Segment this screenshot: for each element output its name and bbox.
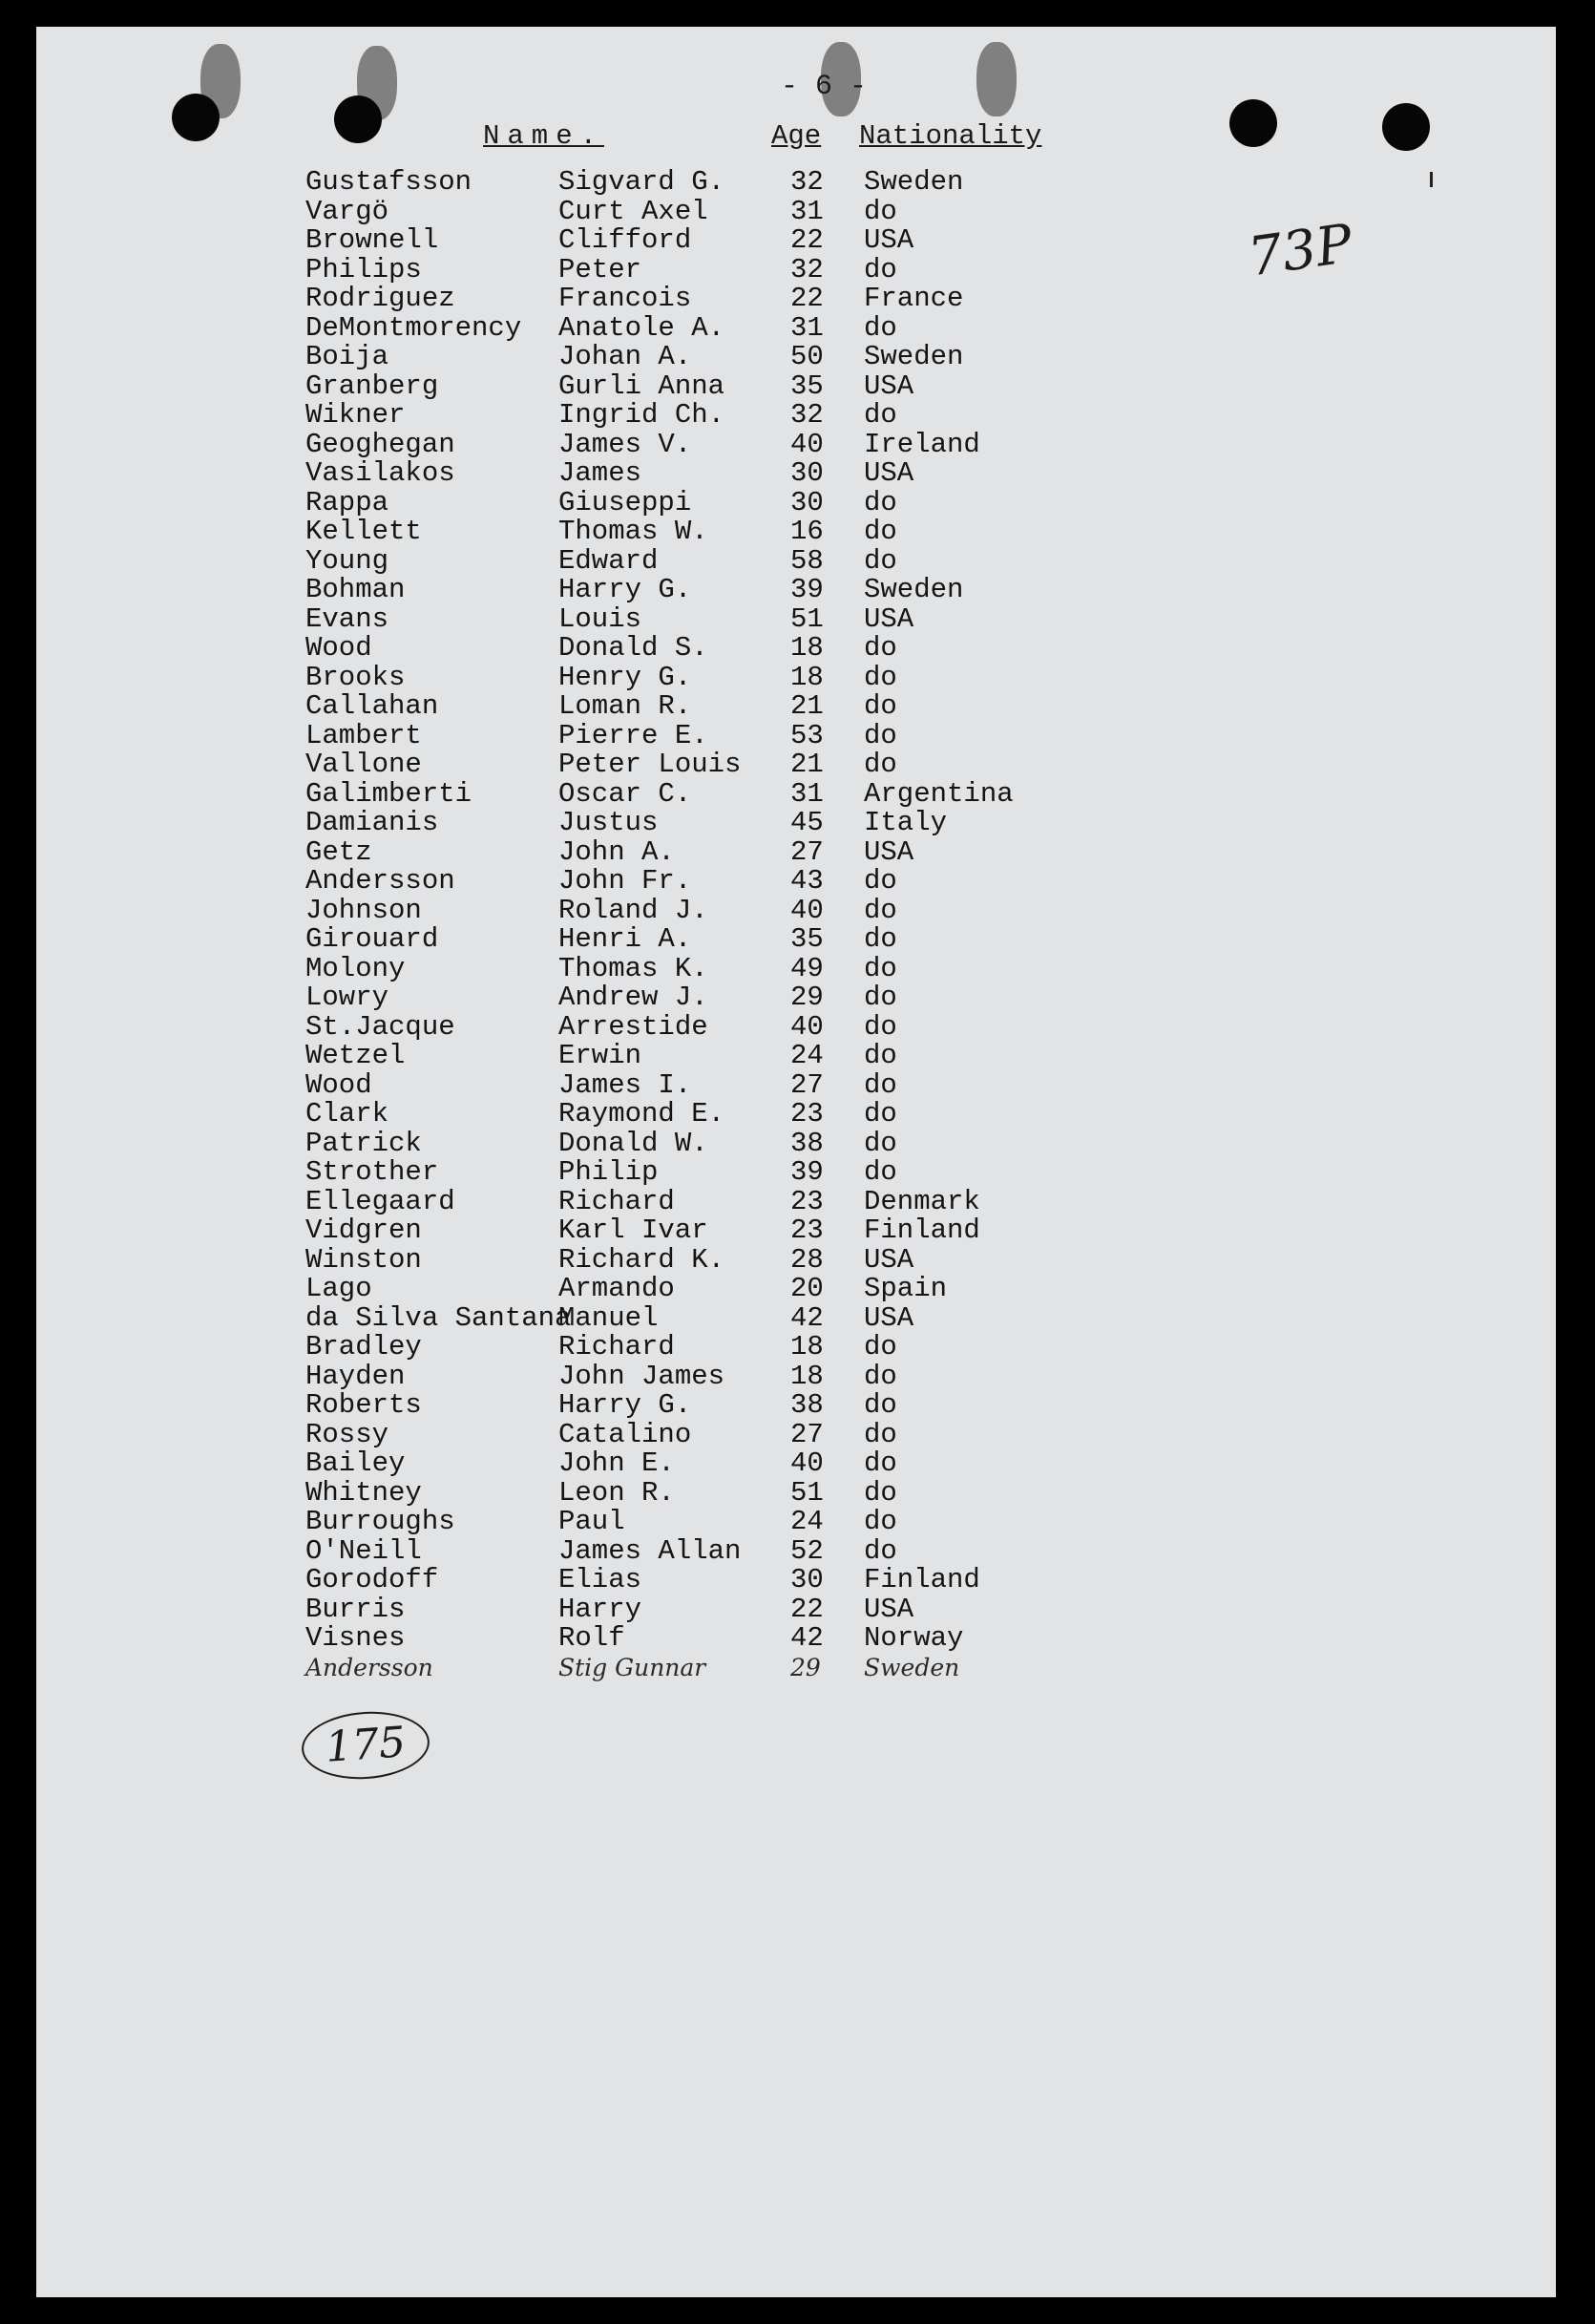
age-cell: 51 <box>790 602 824 635</box>
age-cell: 40 <box>790 894 824 926</box>
list-row <box>305 576 1165 605</box>
given-name-cell: Harry <box>558 1593 642 1625</box>
list-row <box>305 661 1165 693</box>
list-row <box>305 1275 1165 1304</box>
age-cell: 32 <box>790 166 824 198</box>
age-cell: 27 <box>790 1418 824 1450</box>
surname-cell: Kellett <box>305 516 422 547</box>
given-name-cell: Philip <box>558 1156 659 1188</box>
nationality-cell: do <box>864 486 897 518</box>
punch-hole <box>1382 103 1430 151</box>
nationality-cell: do <box>864 1534 897 1567</box>
surname-cell: Evans <box>305 602 389 635</box>
nationality-cell: do <box>864 1040 897 1071</box>
list-row <box>305 285 1165 314</box>
handwritten-annotation-73p: 73P <box>1244 212 1356 289</box>
given-name-cell: Leon R. <box>558 1476 675 1509</box>
list-row <box>305 1243 1165 1276</box>
list-row <box>305 1624 1165 1654</box>
given-name-cell: Thomas W. <box>558 516 708 547</box>
nationality-cell: do <box>864 1418 897 1450</box>
surname-cell: Gustafsson <box>305 166 472 198</box>
surname-cell: Ellegaard <box>305 1185 455 1217</box>
given-name-cell: Oscar C. <box>558 777 692 810</box>
age-cell: 27 <box>790 835 824 868</box>
nationality-cell: Argentina <box>864 777 1014 810</box>
nationality-cell: USA <box>864 1301 914 1334</box>
nationality-cell: do <box>864 1068 897 1101</box>
surname-cell: Lowry <box>305 982 389 1013</box>
age-cell: 49 <box>790 952 824 984</box>
surname-cell: O'Neill <box>305 1534 422 1567</box>
punch-hole <box>172 94 220 141</box>
surname-cell: Damianis <box>305 807 439 838</box>
age-cell: 32 <box>790 399 824 431</box>
age-cell: 53 <box>790 719 824 751</box>
list-row <box>305 1185 1165 1217</box>
given-name-cell: Pierre E. <box>558 719 708 751</box>
age-cell: 23 <box>790 1098 824 1130</box>
nationality-cell: Italy <box>864 807 948 838</box>
given-name-cell: Sigvard G. <box>558 166 725 198</box>
list-row <box>305 226 1165 256</box>
list-row <box>305 486 1165 518</box>
surname-cell: Molony <box>305 952 406 984</box>
list-row <box>305 1360 1165 1392</box>
list-row <box>305 168 1165 198</box>
nationality-cell: do <box>864 952 897 984</box>
given-name-cell: Rolf <box>558 1622 625 1654</box>
nationality-cell: do <box>864 1156 897 1188</box>
surname-cell: Bohman <box>305 574 406 605</box>
nationality-cell: do <box>864 1506 897 1537</box>
given-name-cell: John E. <box>558 1447 675 1479</box>
surname-cell: Rappa <box>305 486 389 518</box>
given-name-cell: Paul <box>558 1506 625 1537</box>
list-row <box>305 777 1165 810</box>
list-row <box>305 952 1165 984</box>
surname-cell: Galimberti <box>305 777 472 810</box>
age-cell: 20 <box>790 1273 824 1304</box>
list-row <box>305 634 1165 664</box>
age-cell: 35 <box>790 370 824 402</box>
age-cell: 45 <box>790 807 824 838</box>
list-row <box>305 428 1165 460</box>
age-cell: 42 <box>790 1301 824 1334</box>
surname-cell: Hayden <box>305 1360 406 1392</box>
nationality-cell: do <box>864 544 897 577</box>
nationality-cell: do <box>864 982 897 1013</box>
given-name-cell: Henry G. <box>558 661 692 693</box>
given-name-cell: Henri A. <box>558 923 692 955</box>
given-name-cell: John Fr. <box>558 865 692 897</box>
list-row <box>305 544 1165 577</box>
surname-cell: Andersson <box>305 865 455 897</box>
age-cell: 21 <box>790 690 824 722</box>
surname-cell: Philips <box>305 253 422 285</box>
nationality-cell: do <box>864 311 897 344</box>
given-name-cell: Donald S. <box>558 632 708 664</box>
list-row <box>305 1301 1165 1334</box>
age-cell: 50 <box>790 341 824 372</box>
age-cell: 18 <box>790 632 824 664</box>
nationality-cell: Ireland <box>864 428 980 460</box>
age-cell: 23 <box>790 1185 824 1217</box>
list-row <box>305 1595 1165 1625</box>
age-cell: 39 <box>790 1156 824 1188</box>
surname-cell: Winston <box>305 1243 422 1276</box>
list-row <box>305 1333 1165 1363</box>
surname-cell: Vasilakos <box>305 457 455 489</box>
given-name-cell: James I. <box>558 1068 692 1101</box>
nationality-cell: do <box>864 1127 897 1159</box>
age-cell: 51 <box>790 1476 824 1509</box>
surname-cell: Patrick <box>305 1127 422 1159</box>
surname-cell: DeMontmorency <box>305 311 522 344</box>
given-name-cell: Harry G. <box>558 574 692 605</box>
age-cell: 42 <box>790 1622 824 1654</box>
surname-cell: Brownell <box>305 224 439 256</box>
surname-cell: Andersson <box>305 1653 433 1681</box>
given-name-cell: Erwin <box>558 1040 642 1071</box>
list-row <box>305 750 1165 780</box>
surname-cell: Getz <box>305 835 372 868</box>
nationality-cell: do <box>864 253 897 285</box>
given-name-cell: Ingrid Ch. <box>558 399 725 431</box>
surname-cell: Wetzel <box>305 1040 406 1071</box>
surname-cell: Bailey <box>305 1447 406 1479</box>
list-row <box>305 1449 1165 1479</box>
list-row <box>305 311 1165 344</box>
list-row <box>305 1158 1165 1188</box>
surname-cell: Wood <box>305 632 372 664</box>
given-name-cell: Justus <box>558 807 659 838</box>
surname-cell: Lambert <box>305 719 422 751</box>
nationality-cell: do <box>864 195 897 227</box>
list-row <box>305 1391 1165 1421</box>
nationality-cell: Spain <box>864 1273 948 1304</box>
nationality-cell: Denmark <box>864 1185 980 1217</box>
list-row <box>305 925 1165 955</box>
age-cell: 31 <box>790 777 824 810</box>
nationality-cell: USA <box>864 1593 914 1625</box>
age-cell: 18 <box>790 1360 824 1392</box>
age-cell: 40 <box>790 428 824 460</box>
nationality-cell: do <box>864 516 897 547</box>
given-name-cell: Stig Gunnar <box>558 1653 706 1681</box>
age-cell: 43 <box>790 865 824 897</box>
list-row <box>305 343 1165 372</box>
age-cell: 18 <box>790 1331 824 1363</box>
list-row <box>305 809 1165 838</box>
nationality-cell: USA <box>864 457 914 489</box>
given-name-cell: Raymond E. <box>558 1098 725 1130</box>
list-row <box>305 983 1165 1013</box>
list-row <box>305 1566 1165 1595</box>
given-name-cell: John A. <box>558 835 675 868</box>
given-name-cell: Gurli Anna <box>558 370 725 402</box>
list-row <box>305 1418 1165 1450</box>
surname-cell: Clark <box>305 1098 389 1130</box>
list-row <box>305 195 1165 227</box>
given-name-cell: Harry G. <box>558 1389 692 1421</box>
nationality-cell: do <box>864 661 897 693</box>
list-row <box>305 401 1165 431</box>
passenger-list <box>305 168 1165 1682</box>
given-name-cell: James Allan <box>558 1534 742 1567</box>
nationality-cell: USA <box>864 1243 914 1276</box>
given-name-cell: Armando <box>558 1273 675 1304</box>
age-cell: 24 <box>790 1040 824 1071</box>
nationality-cell: Sweden <box>864 341 964 372</box>
list-row <box>305 602 1165 635</box>
list-row <box>305 1508 1165 1537</box>
list-row <box>305 1010 1165 1043</box>
surname-cell: Roberts <box>305 1389 422 1421</box>
given-name-cell: Catalino <box>558 1418 692 1450</box>
punch-hole <box>334 95 382 143</box>
age-cell: 58 <box>790 544 824 577</box>
nationality-cell: do <box>864 632 897 664</box>
nationality-cell: do <box>864 1010 897 1043</box>
age-cell: 22 <box>790 1593 824 1625</box>
given-name-cell: Thomas K. <box>558 952 708 984</box>
given-name-cell: Giuseppi <box>558 486 692 518</box>
age-cell: 21 <box>790 749 824 780</box>
nationality-cell: do <box>864 865 897 897</box>
given-name-cell: Andrew J. <box>558 982 708 1013</box>
list-row <box>305 719 1165 751</box>
list-row <box>305 1127 1165 1159</box>
given-name-cell: Richard <box>558 1185 675 1217</box>
age-cell: 24 <box>790 1506 824 1537</box>
surname-cell: Visnes <box>305 1622 406 1654</box>
age-cell: 40 <box>790 1010 824 1043</box>
staple-mark <box>976 42 1017 116</box>
age-cell: 30 <box>790 486 824 518</box>
header-age: Age <box>771 120 822 152</box>
age-cell: 38 <box>790 1389 824 1421</box>
surname-cell: Lago <box>305 1273 372 1304</box>
list-row <box>305 835 1165 868</box>
given-name-cell: Elias <box>558 1564 642 1595</box>
age-cell: 23 <box>790 1215 824 1246</box>
given-name-cell: Arrestide <box>558 1010 708 1043</box>
nationality-cell: Finland <box>864 1215 980 1246</box>
surname-cell: Boija <box>305 341 389 372</box>
nationality-cell: Finland <box>864 1564 980 1595</box>
age-cell: 52 <box>790 1534 824 1567</box>
nationality-cell: Norway <box>864 1622 964 1654</box>
list-row <box>305 1654 1165 1683</box>
age-cell: 31 <box>790 311 824 344</box>
given-name-cell: Curt Axel <box>558 195 708 227</box>
age-cell: 38 <box>790 1127 824 1159</box>
given-name-cell: Karl Ivar <box>558 1215 708 1246</box>
document-page <box>36 27 1556 2297</box>
given-name-cell: Roland J. <box>558 894 708 926</box>
nationality-cell: do <box>864 1331 897 1363</box>
surname-cell: St.Jacque <box>305 1010 455 1043</box>
age-cell: 29 <box>790 1653 821 1681</box>
list-row <box>305 372 1165 402</box>
nationality-cell: do <box>864 1360 897 1392</box>
surname-cell: da Silva Santana <box>305 1301 572 1334</box>
nationality-cell: do <box>864 894 897 926</box>
given-name-cell: Manuel <box>558 1301 659 1334</box>
nationality-cell: USA <box>864 835 914 868</box>
nationality-cell: France <box>864 283 964 314</box>
surname-cell: Young <box>305 544 389 577</box>
surname-cell: Wood <box>305 1068 372 1101</box>
punch-hole <box>1229 99 1277 147</box>
given-name-cell: Louis <box>558 602 642 635</box>
list-row <box>305 867 1165 897</box>
age-cell: 32 <box>790 253 824 285</box>
nationality-cell: do <box>864 690 897 722</box>
circled-count-175: 175 <box>300 1707 432 1783</box>
age-cell: 30 <box>790 1564 824 1595</box>
age-cell: 18 <box>790 661 824 693</box>
nationality-cell: do <box>864 1389 897 1421</box>
surname-cell: Girouard <box>305 923 439 955</box>
nationality-cell: do <box>864 719 897 751</box>
surname-cell: Brooks <box>305 661 406 693</box>
age-cell: 30 <box>790 457 824 489</box>
page-number: - 6 - <box>780 71 867 103</box>
given-name-cell: Francois <box>558 283 692 314</box>
given-name-cell: Johan A. <box>558 341 692 372</box>
list-row <box>305 1068 1165 1101</box>
given-name-cell: Loman R. <box>558 690 692 722</box>
list-row <box>305 1042 1165 1071</box>
age-cell: 31 <box>790 195 824 227</box>
surname-cell: Johnson <box>305 894 422 926</box>
surname-cell: Geoghegan <box>305 428 455 460</box>
nationality-cell: do <box>864 923 897 955</box>
list-row <box>305 894 1165 926</box>
age-cell: 22 <box>790 283 824 314</box>
given-name-cell: John James <box>558 1360 725 1392</box>
given-name-cell: Clifford <box>558 224 692 256</box>
given-name-cell: James <box>558 457 642 489</box>
age-cell: 16 <box>790 516 824 547</box>
list-row <box>305 518 1165 547</box>
list-row <box>305 459 1165 489</box>
surname-cell: Rodriguez <box>305 283 455 314</box>
surname-cell: Vallone <box>305 749 422 780</box>
list-row <box>305 1216 1165 1246</box>
age-cell: 29 <box>790 982 824 1013</box>
surname-cell: Whitney <box>305 1476 422 1509</box>
given-name-cell: Edward <box>558 544 659 577</box>
nationality-cell: do <box>864 1476 897 1509</box>
age-cell: 22 <box>790 224 824 256</box>
surname-cell: Vidgren <box>305 1215 422 1246</box>
surname-cell: Wikner <box>305 399 406 431</box>
nationality-cell: do <box>864 399 897 431</box>
given-name-cell: Anatole A. <box>558 311 725 344</box>
nationality-cell: USA <box>864 602 914 635</box>
nationality-cell: Sweden <box>864 166 964 198</box>
nationality-cell: USA <box>864 224 914 256</box>
age-cell: 39 <box>790 574 824 605</box>
nationality-cell: do <box>864 1098 897 1130</box>
surname-cell: Granberg <box>305 370 439 402</box>
list-row <box>305 253 1165 285</box>
ink-tick <box>1430 172 1433 187</box>
surname-cell: Burroughs <box>305 1506 455 1537</box>
surname-cell: Strother <box>305 1156 439 1188</box>
age-cell: 27 <box>790 1068 824 1101</box>
given-name-cell: James V. <box>558 428 692 460</box>
nationality-cell: do <box>864 749 897 780</box>
age-cell: 35 <box>790 923 824 955</box>
nationality-cell: USA <box>864 370 914 402</box>
nationality-cell: Sweden <box>864 1653 960 1681</box>
list-row <box>305 1100 1165 1130</box>
given-name-cell: Richard K. <box>558 1243 725 1276</box>
list-row <box>305 692 1165 722</box>
surname-cell: Burris <box>305 1593 406 1625</box>
nationality-cell: Sweden <box>864 574 964 605</box>
surname-cell: Bradley <box>305 1331 422 1363</box>
given-name-cell: Peter Louis <box>558 749 742 780</box>
list-row <box>305 1476 1165 1509</box>
surname-cell: Rossy <box>305 1418 389 1450</box>
list-row <box>305 1534 1165 1567</box>
header-nationality: Nationality <box>859 120 1042 152</box>
given-name-cell: Donald W. <box>558 1127 708 1159</box>
surname-cell: Vargö <box>305 195 389 227</box>
age-cell: 40 <box>790 1447 824 1479</box>
nationality-cell: do <box>864 1447 897 1479</box>
age-cell: 28 <box>790 1243 824 1276</box>
given-name-cell: Richard <box>558 1331 675 1363</box>
surname-cell: Callahan <box>305 690 439 722</box>
given-name-cell: Peter <box>558 253 642 285</box>
header-name: Name. <box>483 120 605 152</box>
surname-cell: Gorodoff <box>305 1564 439 1595</box>
